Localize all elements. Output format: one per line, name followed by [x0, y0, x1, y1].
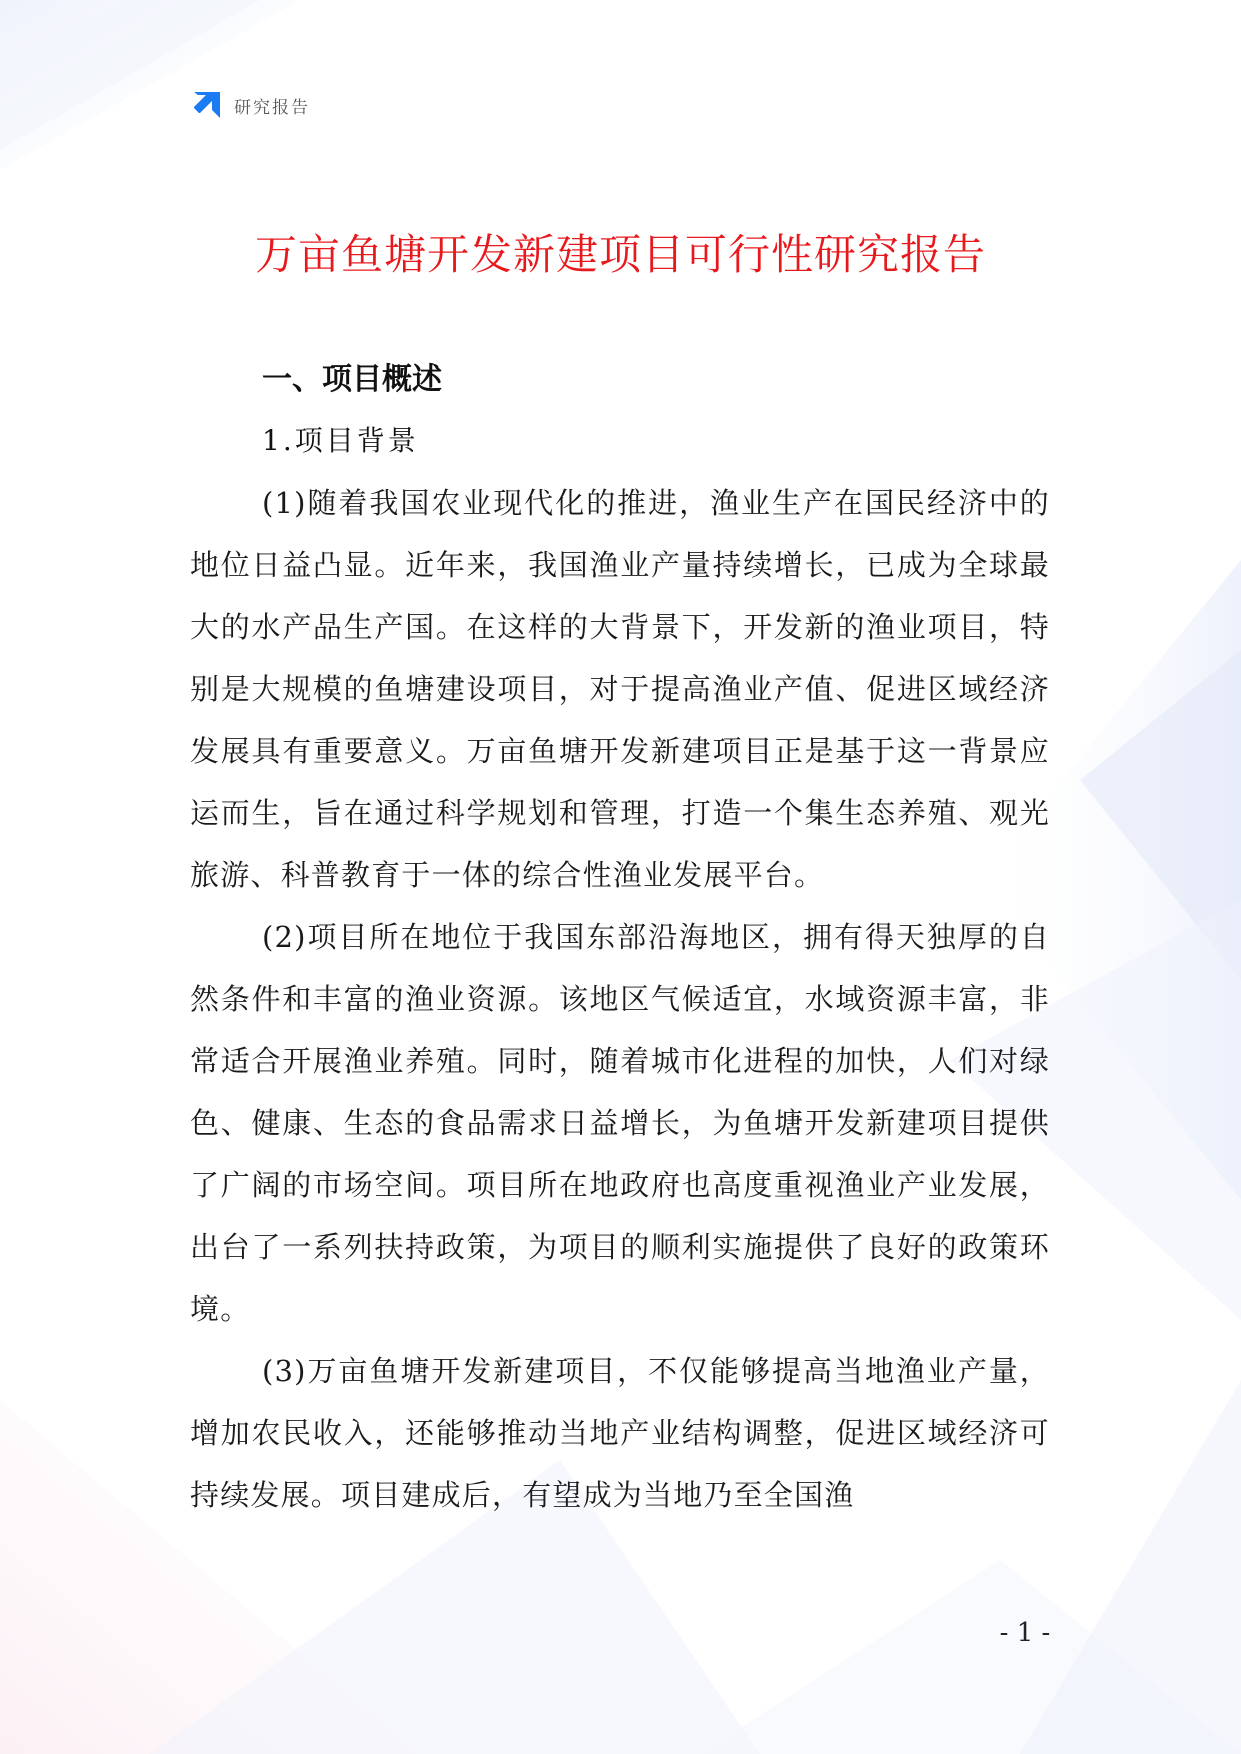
arrow-up-right-icon: [190, 88, 224, 122]
page-number: - 1 -: [999, 1618, 1051, 1648]
header-label: 研究报告: [234, 97, 310, 118]
document-body: [190, 350, 1050, 1526]
paragraph-2: (2)项目所在地位于我国东部沿海地区，拥有得天独厚的自然条件和丰富的渔业资源。该地区气候适宜，水域资源丰富，非常适合开展渔业养殖。同时，随着城市化进程的加快，人们对绿色、健康、生态的食品需求日益增长，为鱼塘开发新建项目提供了广阔的市场空间。项目所在地政府也高度重视渔业产业发展，出台了一系列扶持政策，为项目的顺利实施提供了良好的政策环境。: [190, 920, 1050, 1326]
document-title: 万亩鱼塘开发新建项目可行性研究报告: [254, 230, 986, 279]
subsection-heading: 1.项目背景: [262, 424, 419, 457]
paragraph-1: (1)随着我国农业现代化的推进，渔业生产在国民经济中的地位日益凸显。近年来，我国渔业产量持续增长，已成为全球最大的水产品生产国。在这样的大背景下，开发新的渔业项目，特别是大规模的鱼塘建设项目，对于提高渔业产值、促进区域经济发展具有重要意义。万亩鱼塘开发新建项目正是基于这一背景应运而生，旨在通过科学规划和管理，打造一个集生态养殖、观光旅游、科普教育于一体的综合性渔业发展平台。: [190, 486, 1050, 892]
paragraph-3: (3)万亩鱼塘开发新建项目，不仅能够提高当地渔业产量，增加农民收入，还能够推动当地产业结构调整，促进区域经济可持续发展。项目建成后，有望成为当地乃至全国渔: [190, 1354, 1050, 1512]
report-header: [190, 88, 310, 122]
section-heading: 一、项目概述: [262, 362, 442, 397]
